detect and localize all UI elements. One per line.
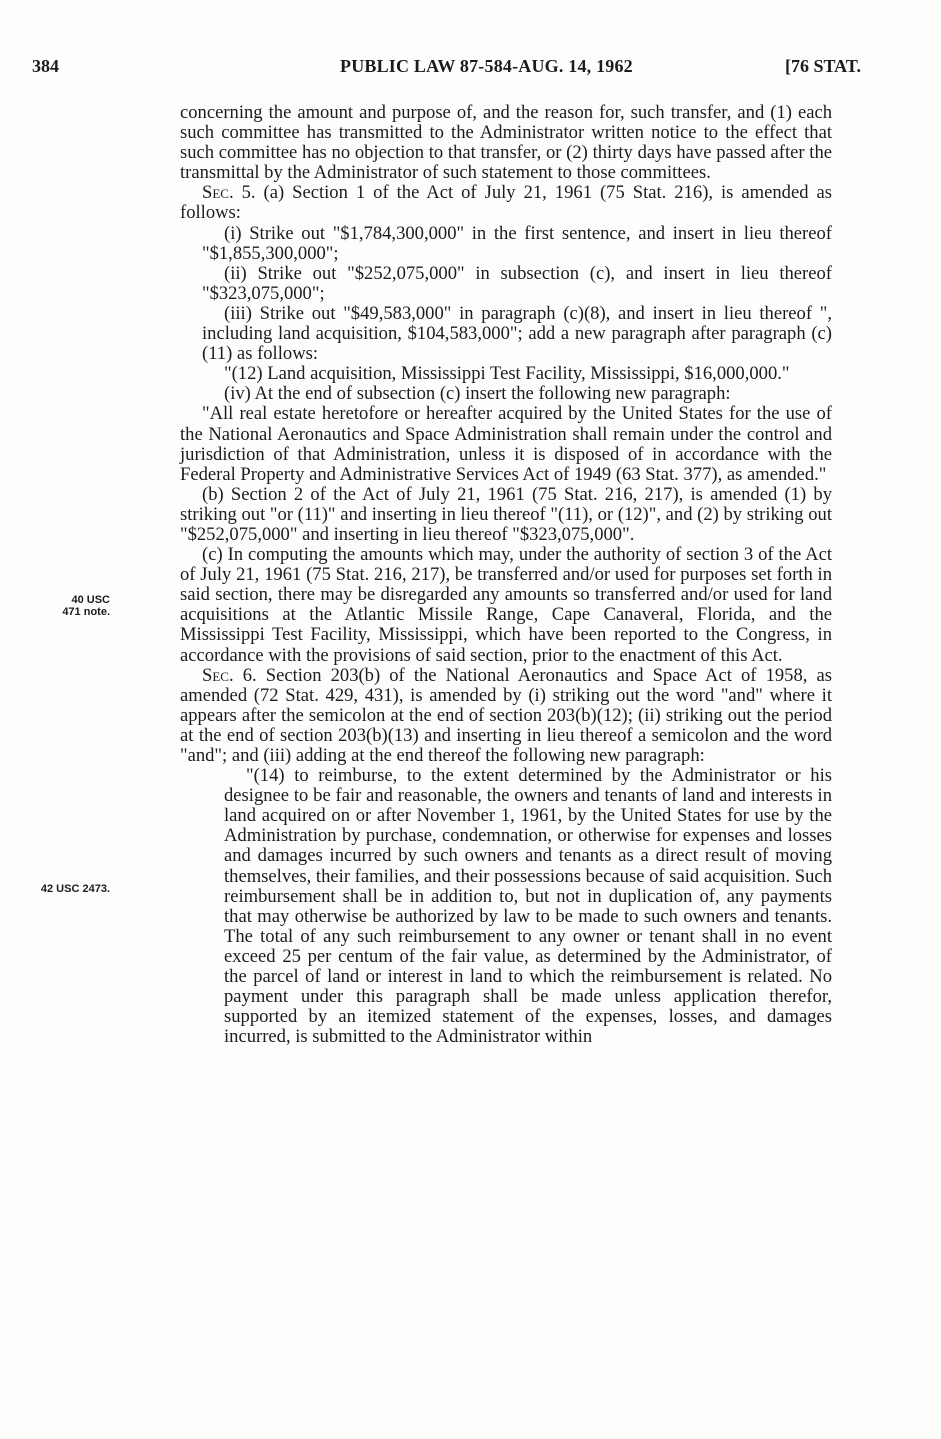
running-header bbox=[32, 56, 861, 82]
clause-ii: (ii) Strike out "$252,075,000" in subsection (c), and insert in lieu thereof "$323,075,000"; bbox=[202, 262, 832, 304]
clause-iv: (iv) At the end of subsection (c) insert the following new paragraph: bbox=[224, 383, 731, 405]
page-number: 384 bbox=[32, 56, 59, 76]
subsection-c: (c) In computing the amounts which may, under the authority of section 3 of the Act of July 21, 1961 (75 Stat. 216, 217), be transferred and/or used for purposes set forth in said section, there may be disregarded any amounts so transferred and/or used for land acquisitions at the Atlantic Missile Range, Cape Canaveral, Florida, and the Mississippi Test Facility, Mississippi, which have been reported to the Congress, in accordance with the provisions of said section, prior to the enactment of this Act. bbox=[180, 544, 832, 666]
quoted-real-estate-paragraph: "All real estate heretofore or hereafter acquired by the United States for the use of the National Aeronautics and Space Administration shall remain under the control and jurisdiction of that Administration, unless it is disposed of in accordance with the Federal Property and Administrative Services Act of 1949 (63 Stat. 377), as amended." bbox=[180, 403, 832, 485]
body-text bbox=[180, 103, 832, 1047]
section-label: Sec. 6. bbox=[202, 664, 257, 686]
law-title: PUBLIC LAW 87-584-AUG. 14, 1962 bbox=[340, 56, 633, 76]
section-5-paragraph bbox=[180, 183, 832, 223]
section-text: Section 203(b) of the National Aeronautics and Space Act of 1958, as amended (72 Stat. 429, 431), is amended by (i) striking out the word "and" where it appears after the semicolon at the end of section 203(b)(12); (ii) striking out the period at the end of section 203(b)(13) and inserting in lieu thereof a semicolon and the word "and"; and (iii) adding at the end thereof the following new paragraph: bbox=[180, 664, 832, 766]
subsection-b: (b) Section 2 of the Act of July 21, 1961 (75 Stat. 216, 217), is amended (1) by striking out "or (11)" and inserting in lieu thereof "(11), or (12)", and (2) by striking out "$252,075,000" and inserting in lieu thereof "$323,075,000". bbox=[180, 483, 832, 545]
statute-reference: [76 STAT. bbox=[784, 56, 861, 76]
clause-iii: (iii) Strike out "$49,583,000" in paragraph (c)(8), and insert in lieu thereof ", including land acquisition, $104,583,000"; add a new paragraph after paragraph (c)(11) as follows: bbox=[202, 302, 832, 365]
margin-note-line: 42 USC 2473. bbox=[40, 883, 110, 895]
section-label: Sec. 5. bbox=[202, 182, 256, 204]
quoted-paragraph-14: "(14) to reimburse, to the extent determined by the Administrator or his designee to be fair and reasonable, the owners and tenants of land and interests in land acquired on or after November 1, 1961, by the United States for use by the Administration by purchase, condemnation, or otherwise for expenses and losses and damages incurred by such owners and tenants as a direct result of moving themselves, their families, and their possessions because of said acquisition. Such reimbursement shall be in addition to, but not in duplication of, any payments that may otherwise be authorized by law to be made to such owners and tenants. The total of any such reimbursement to any owner or tenant shall in no event exceed 25 per centum of the fair value, as determined by the Administrator, of the parcel of land or interest in land to which the reimbursement is related. No payment under this paragraph shall be made unless application therefor, supported by an itemized statement of the expenses, losses, and damages incurred, is submitted to the Administrator within bbox=[224, 765, 832, 1048]
margin-note-40-usc bbox=[30, 594, 110, 618]
clause-i: (i) Strike out "$1,784,300,000" in the first sentence, and insert in lieu thereof "$1,855,300,000"; bbox=[202, 222, 832, 264]
margin-note-42-usc bbox=[30, 883, 110, 895]
quoted-paragraph-12: "(12) Land acquisition, Mississippi Test Facility, Mississippi, $16,000,000." bbox=[224, 363, 790, 385]
section-6-paragraph bbox=[180, 666, 832, 766]
paragraph: concerning the amount and purpose of, and the reason for, such transfer, and (1) each such committee has transmitted to the Administrator written notice to the effect that such committee has no objection to that transfer, or (2) thirty days have passed after the transmittal by the Administrator of such statement to those committees. bbox=[180, 102, 832, 184]
section-text: (a) Section 1 of the Act of July 21, 1961 (75 Stat. 216), is amended as follows: bbox=[180, 182, 832, 224]
margin-note-line: 471 note. bbox=[62, 606, 110, 618]
margin-note-line: 40 USC bbox=[71, 594, 110, 606]
